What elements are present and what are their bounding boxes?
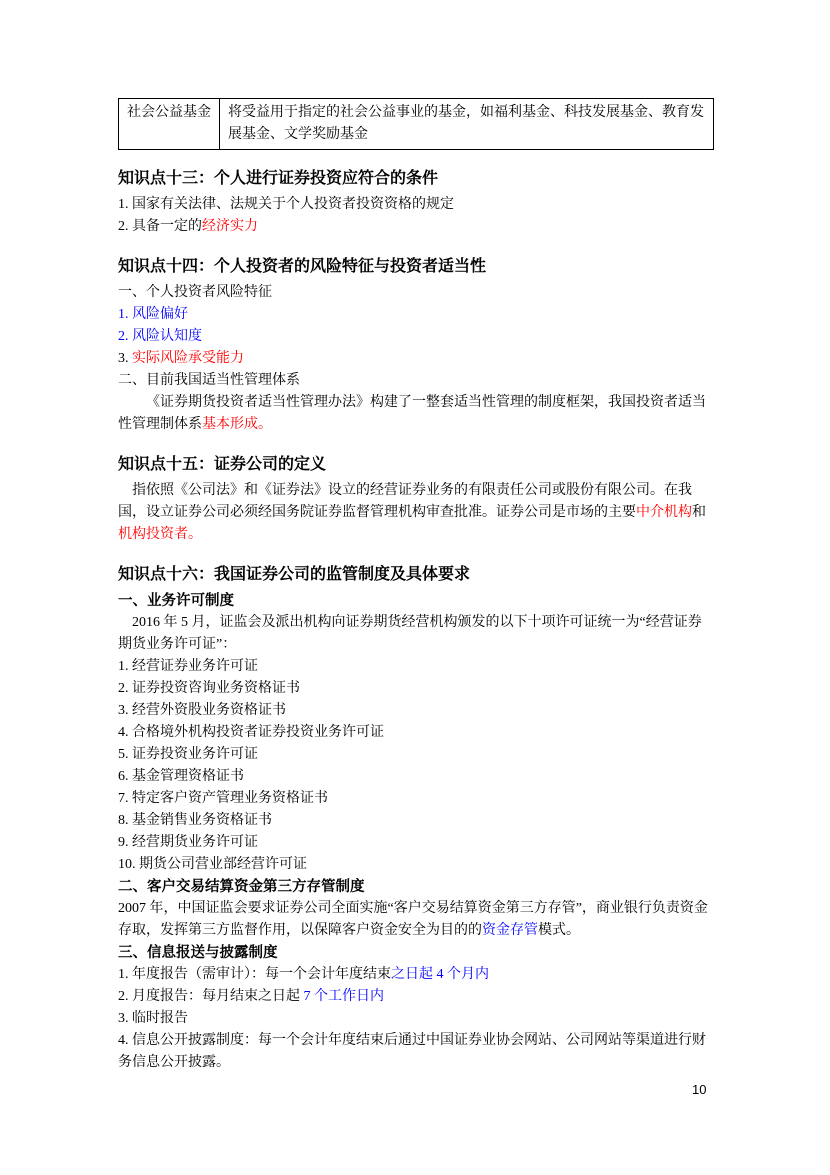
text-segment: 机构投资者。 (118, 527, 202, 542)
text-segment: 《证券期货投资者适当性管理办法》构建了一整套适当性管理的制度框架，我国投资者适当性管理制体系 (118, 395, 706, 432)
kp14-heading: 知识点十四：个人投资者的风险特征与投资者适当性 (118, 258, 487, 275)
license-item-1 (118, 656, 714, 678)
kp16-subheading-2: 二、客户交易结算资金第三方存管制度 (118, 879, 365, 895)
license-item-5 (118, 744, 714, 766)
page-content (118, 98, 714, 1074)
text-segment: 2. 证券投资咨询业务资格证书 (118, 681, 300, 696)
report-item-2 (118, 986, 714, 1008)
text-segment: 1. 年度报告（需审计）：每一个会计年度结束 (118, 967, 391, 982)
definition-cell: 将受益用于指定的社会公益事业的基金，如福利基金、科技发展基金、教育发展基金、文学奖励基金 (220, 99, 714, 150)
kp16-subheading-1: 一、业务许可制度 (118, 593, 234, 609)
text-segment: 9. 经营期货业务许可证 (118, 835, 258, 850)
table-row (119, 99, 714, 150)
text-segment: 资金存管 (482, 923, 538, 938)
kp15-paragraph (118, 480, 714, 546)
text-segment: 2007 年，中国证监会要求证券公司全面实施“客户交易结算资金第三方存管”，商业银行负责资金存取，发挥第三方监督作用，以保障客户资金安全为目的的 (118, 901, 708, 938)
text-segment: 2. 风险认知度 (118, 329, 202, 344)
text-segment: 6. 基金管理资格证书 (118, 769, 244, 784)
text-segment: 基本形成。 (202, 417, 272, 432)
kp14-subheading-2: 二、目前我国适当性管理体系 (118, 373, 300, 388)
text-segment: 3. (118, 351, 132, 366)
text-segment: 3. 临时报告 (118, 1011, 188, 1026)
page-number: 10 (692, 1082, 707, 1097)
text-segment: 1. 经营证券业务许可证 (118, 659, 258, 674)
text-segment: 指依照《公司法》和《证券法》设立的经营证券业务的有限责任公司或股份有限公司。在我国，设立证券公司必须经国务院证券监督管理机构审查批准。证券公司是市场的主要 (118, 483, 692, 520)
text-segment: 4. 信息公开披露制度：每一个会计年度结束后通过中国证券业协会网站、公司网站等渠道进行财务信息公开披露。 (118, 1033, 706, 1070)
kp13-item-1 (118, 194, 714, 216)
term-cell: 社会公益基金 (119, 99, 220, 150)
license-item-7 (118, 788, 714, 810)
kp14-subheading-1: 一、个人投资者风险特征 (118, 285, 272, 300)
text-segment: 7 个工作日内 (303, 989, 384, 1004)
report-item-3 (118, 1008, 714, 1030)
text-segment: 10. 期货公司营业部经营许可证 (118, 857, 307, 872)
text-segment: 经济实力 (202, 219, 258, 234)
license-item-8 (118, 810, 714, 832)
license-item-2 (118, 678, 714, 700)
kp16-paragraph-custody (118, 898, 714, 942)
kp13-item-2 (118, 216, 714, 238)
license-item-3 (118, 700, 714, 722)
license-item-10 (118, 854, 714, 876)
license-item-6 (118, 766, 714, 788)
license-item-9 (118, 832, 714, 854)
text-segment: 之日起 4 个月内 (391, 967, 489, 982)
kp14-risk-item-3 (118, 348, 714, 370)
text-segment: 2016 年 5 月，证监会及派出机构向证券期货经营机构颁发的以下十项许可证统一为“经营证券期货业务许可证”： (118, 615, 702, 652)
kp14-risk-item-1 (118, 304, 714, 326)
license-item-4 (118, 722, 714, 744)
kp15-heading: 知识点十五：证券公司的定义 (118, 456, 327, 473)
text-segment: 1. 国家有关法律、法规关于个人投资者投资资格的规定 (118, 197, 454, 212)
kp14-risk-item-2 (118, 326, 714, 348)
fund-definition-table (118, 98, 714, 150)
kp14-paragraph (118, 392, 714, 436)
report-item-1 (118, 964, 714, 986)
text-segment: 7. 特定客户资产管理业务资格证书 (118, 791, 328, 806)
text-segment: 中介机构 (636, 505, 692, 520)
kp13-heading: 知识点十三：个人进行证券投资应符合的条件 (118, 170, 439, 187)
text-segment: 和 (692, 505, 706, 520)
text-segment: 8. 基金销售业务资格证书 (118, 813, 272, 828)
text-segment: 3. 经营外资股业务资格证书 (118, 703, 286, 718)
text-segment: 2. 月度报告：每月结束之日起 (118, 989, 304, 1004)
text-segment: 实际风险承受能力 (132, 351, 244, 366)
report-item-4 (118, 1030, 714, 1074)
text-segment: 模式。 (538, 923, 580, 938)
text-segment: 4. 合格境外机构投资者证券投资业务许可证 (118, 725, 384, 740)
kp16-heading: 知识点十六：我国证券公司的监管制度及具体要求 (118, 566, 471, 583)
kp16-subheading-3: 三、信息报送与披露制度 (118, 945, 278, 961)
text-segment: 2. 具备一定的 (118, 219, 202, 234)
text-segment: 1. 风险偏好 (118, 307, 188, 322)
text-segment: 5. 证券投资业务许可证 (118, 747, 258, 762)
kp16-paragraph-licenses-intro (118, 612, 714, 656)
